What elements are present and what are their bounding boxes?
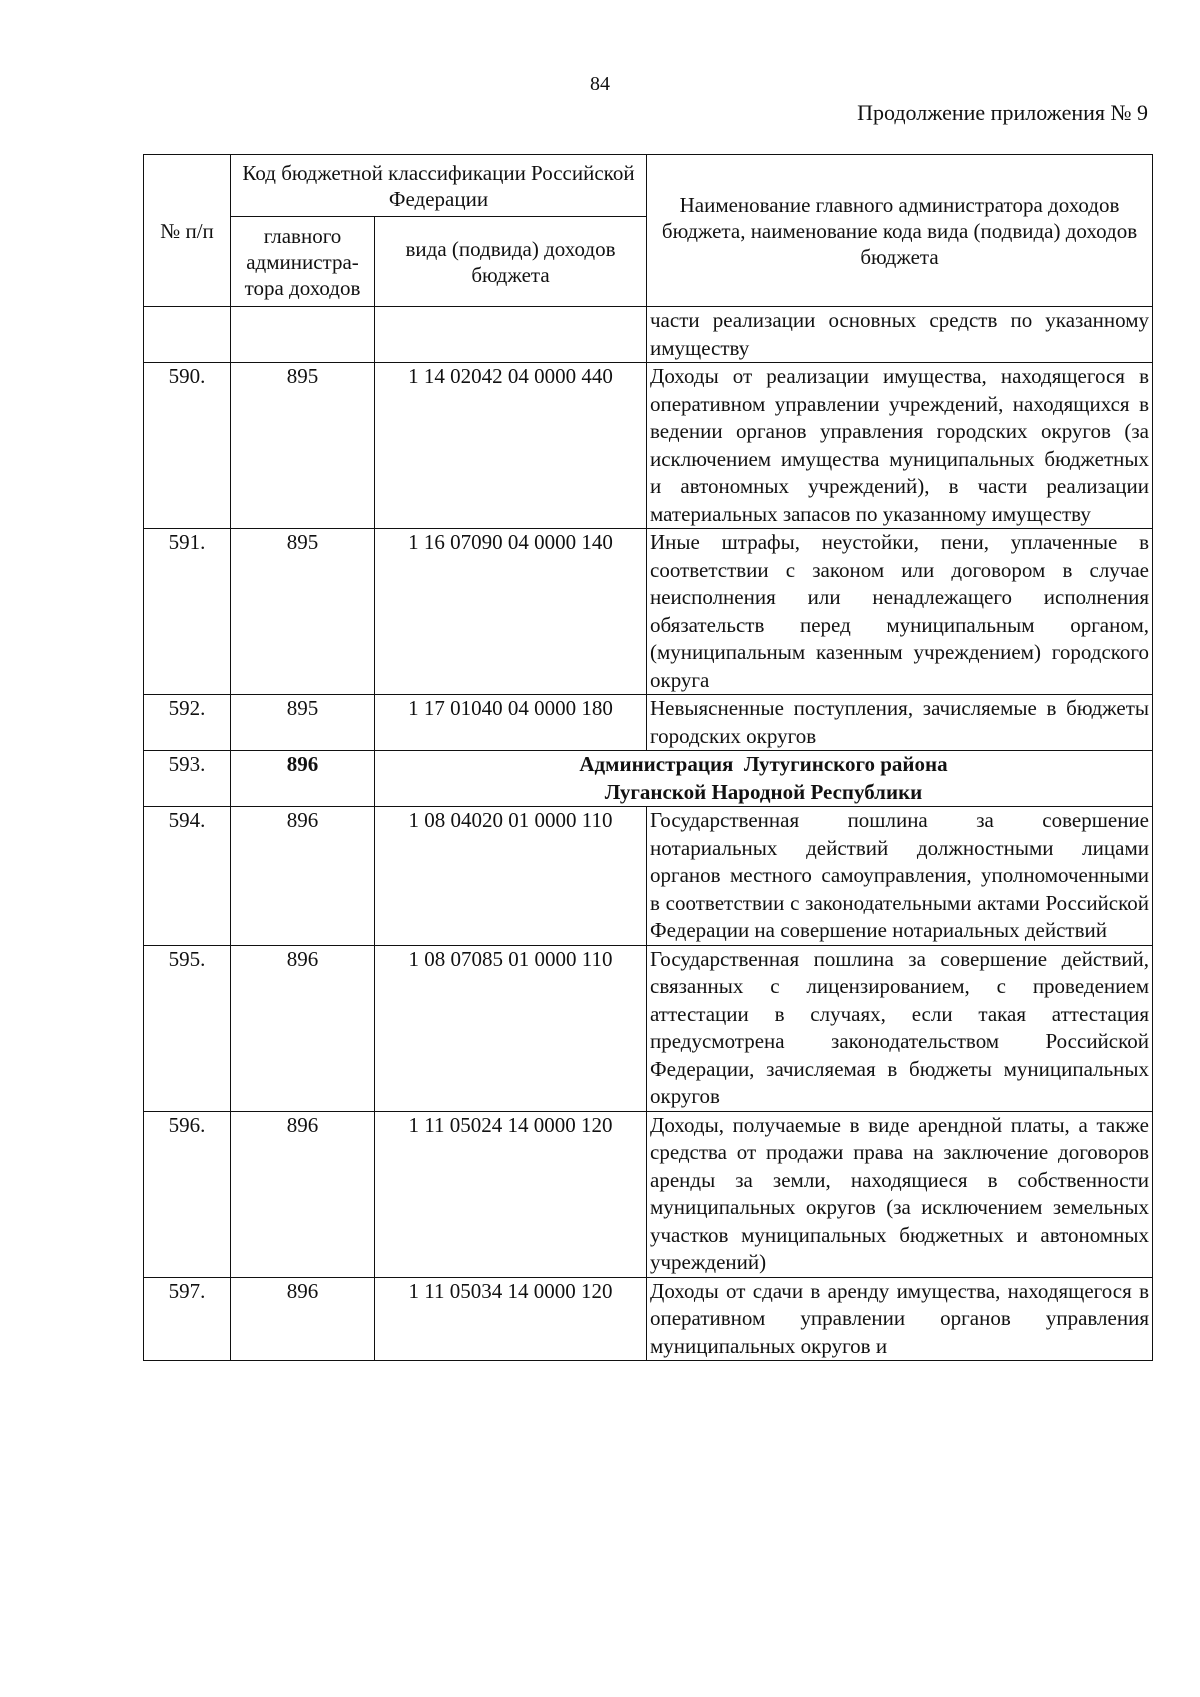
row-number xyxy=(144,307,231,363)
section-number: 593. xyxy=(144,751,231,807)
row-income-code: 1 16 07090 04 0000 140 xyxy=(375,529,647,695)
row-admin-code: 896 xyxy=(231,1111,375,1277)
row-description: Невыясненные поступления, зачисляемые в бюджеты городских округов xyxy=(647,695,1153,751)
table-header xyxy=(144,155,1153,307)
row-income-code xyxy=(375,307,647,363)
row-description: Доходы от сдачи в аренду имущества, находящегося в оперативном управлении органов управления муниципальных округов и xyxy=(647,1277,1153,1361)
header-name: Наименование главного администратора доходов бюджета, наименование кода вида (подвида) доходов бюджета xyxy=(647,155,1153,307)
row-admin-code xyxy=(231,307,375,363)
section-admin-code: 896 xyxy=(231,751,375,807)
row-income-code: 1 11 05034 14 0000 120 xyxy=(375,1277,647,1361)
row-description: Доходы от реализации имущества, находящегося в оперативном управлении учреждений, находящихся в ведении органов управления городских округов (за исключением имущества муниципальных бюджетных и автономных учреждений), в части реализации материальных запасов по указанному имуществу xyxy=(647,363,1153,529)
row-number: 590. xyxy=(144,363,231,529)
table-row xyxy=(144,807,1153,946)
row-description: Государственная пошлина за совершение действий, связанных с лицензированием, с проведением аттестации в случаях, если такая аттестация предусмотрена законодательством Российской Федерации, зачисляемая в бюджеты муниципальных округов xyxy=(647,945,1153,1111)
row-admin-code: 895 xyxy=(231,529,375,695)
header-income-kind-code: вида (подвида) доходов бюджета xyxy=(375,217,647,307)
table-row xyxy=(144,363,1153,529)
row-admin-code: 895 xyxy=(231,695,375,751)
row-income-code: 1 17 01040 04 0000 180 xyxy=(375,695,647,751)
header-number: № п/п xyxy=(144,155,231,307)
row-admin-code: 895 xyxy=(231,363,375,529)
section-title xyxy=(375,751,1153,807)
row-admin-code: 896 xyxy=(231,1277,375,1361)
table-row xyxy=(144,945,1153,1111)
table-row xyxy=(144,529,1153,695)
section-title-line-1: Администрация Лутугинского района xyxy=(579,752,948,776)
row-number: 592. xyxy=(144,695,231,751)
row-description: Доходы, получаемые в виде арендной платы, а также средства от продажи права на заключение договоров аренды за земли, находящиеся в собственности муниципальных округов (за исключением земельных участков муниципальных бюджетных и автономных учреждений) xyxy=(647,1111,1153,1277)
row-income-code: 1 08 07085 01 0000 110 xyxy=(375,945,647,1111)
row-admin-code: 896 xyxy=(231,945,375,1111)
row-admin-code: 896 xyxy=(231,807,375,946)
row-income-code: 1 14 02042 04 0000 440 xyxy=(375,363,647,529)
row-description: Иные штрафы, неустойки, пени, уплаченные в соответствии с законом или договором в случае неисполнения или ненадлежащего исполнения обязательств перед муниципальным органом, (муниципальным казенным учреждением) городского округа xyxy=(647,529,1153,695)
budget-classification-table xyxy=(143,154,1153,1361)
row-number: 591. xyxy=(144,529,231,695)
row-description: части реализации основных средств по указанному имуществу xyxy=(647,307,1153,363)
row-number: 594. xyxy=(144,807,231,946)
appendix-continuation-label: Продолжение приложения № 9 xyxy=(857,100,1148,125)
table-row xyxy=(144,307,1153,363)
header-admin-code: главного администра-тора доходов xyxy=(231,217,375,307)
row-number: 596. xyxy=(144,1111,231,1277)
row-number: 597. xyxy=(144,1277,231,1361)
header-code-group: Код бюджетной классификации Российской Федерации xyxy=(231,155,647,217)
table-row xyxy=(144,1277,1153,1361)
row-description: Государственная пошлина за совершение нотариальных действий должностными лицами органов местного самоуправления, уполномоченными в соответствии с законодательными актами Российской Федерации на совершение нотариальных действий xyxy=(647,807,1153,946)
table-row xyxy=(144,695,1153,751)
table-row xyxy=(144,1111,1153,1277)
row-income-code: 1 08 04020 01 0000 110 xyxy=(375,807,647,946)
section-header-row xyxy=(144,751,1153,807)
page-number: 84 xyxy=(590,73,610,95)
row-number: 595. xyxy=(144,945,231,1111)
row-income-code: 1 11 05024 14 0000 120 xyxy=(375,1111,647,1277)
section-title-line-2: Луганской Народной Республики xyxy=(604,779,923,804)
